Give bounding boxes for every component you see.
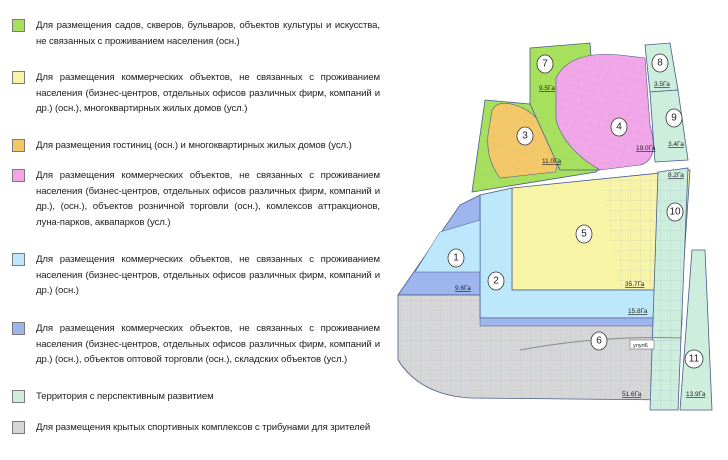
plot-area: 11.0Га (542, 158, 561, 165)
plot-marker (488, 272, 504, 290)
plot-area: 3.4Га (668, 141, 684, 148)
plot-number: 8 (657, 57, 663, 69)
legend-swatch (12, 390, 25, 403)
plot-9-mint-zone (650, 90, 688, 162)
plot-number: 5 (581, 228, 587, 240)
plot-6-blue-strip (480, 318, 682, 326)
legend-swatch (12, 169, 25, 182)
plot-area: 35.7Га (625, 281, 645, 288)
zoning-map (386, 30, 728, 460)
sub-area-label: 15.8Га (628, 308, 648, 315)
legend-text: Для размещения коммерческих объектов, не связанных с проживанием населения (бизнес-центров, отдельных офисов различных фирм, компаний и др.) (осн.) (36, 254, 380, 296)
plot-number: 7 (542, 58, 548, 70)
plot-number: 6 (596, 335, 602, 347)
legend-swatch (12, 421, 25, 434)
legend-text: Для размещения гостиниц (осн.) и многоквартирных жилых домов (усл.) (36, 140, 352, 151)
legend-text: Территория с перспективным развитием (36, 391, 214, 402)
plot-11-mint-zone (680, 250, 712, 410)
legend-text: Для размещения коммерческих объектов, не связанных с проживанием населения (бизнес-центров, отдельных офисов различных фирм, компаний и др.) (осн.), многоквартирных жилых домов (усл.) (36, 72, 380, 114)
legend-text: Для размещения крытых спортивных комплексов с трибунами для зрителей (36, 422, 371, 433)
legend-text: Для размещения коммерческих объектов, не связанных с проживанием населения (бизнес-центров, отдельных офисов различных фирм, компаний и др.) (осн.), объектов оптовой торговли (осн.), складских объектов (усл.) (36, 323, 380, 365)
plot-number: 4 (616, 121, 622, 133)
plot-number: 1 (453, 252, 459, 264)
plot-area: 3.5Га (654, 81, 670, 88)
plot-number: 3 (522, 130, 528, 142)
legend-swatch (12, 71, 25, 84)
plot-number: 10 (669, 206, 681, 218)
legend-swatch (12, 139, 25, 152)
plot-area: 13.9Га (686, 391, 706, 398)
plot-area: 19.0Га (636, 145, 656, 152)
road-label: улул6 (633, 343, 648, 349)
plot-number: 11 (688, 353, 700, 365)
plot-number: 2 (493, 275, 499, 287)
plot-area: 8.2Га (668, 172, 684, 179)
plot-area: 9.5Га (539, 85, 555, 92)
legend-text: Для размещения садов, скверов, бульваров, объектов культуры и искусства, не связанных с проживанием населения (осн.) (36, 20, 380, 47)
legend-text: Для размещения коммерческих объектов, не связанных с проживанием населения (бизнес-центров, отдельных офисов различных фирм, компаний и др.), (осн.), объектов розничной торговли (осн.), комлексов аттракционов, луна-парков, аквапарков (усл.) (36, 170, 380, 228)
legend-swatch (12, 253, 25, 266)
plot-area: 9.6Га (455, 285, 471, 292)
legend-swatch (12, 322, 25, 335)
plot-number: 9 (671, 112, 677, 124)
legend-swatch (12, 19, 25, 32)
plot-area: 51.6Га (622, 391, 642, 398)
